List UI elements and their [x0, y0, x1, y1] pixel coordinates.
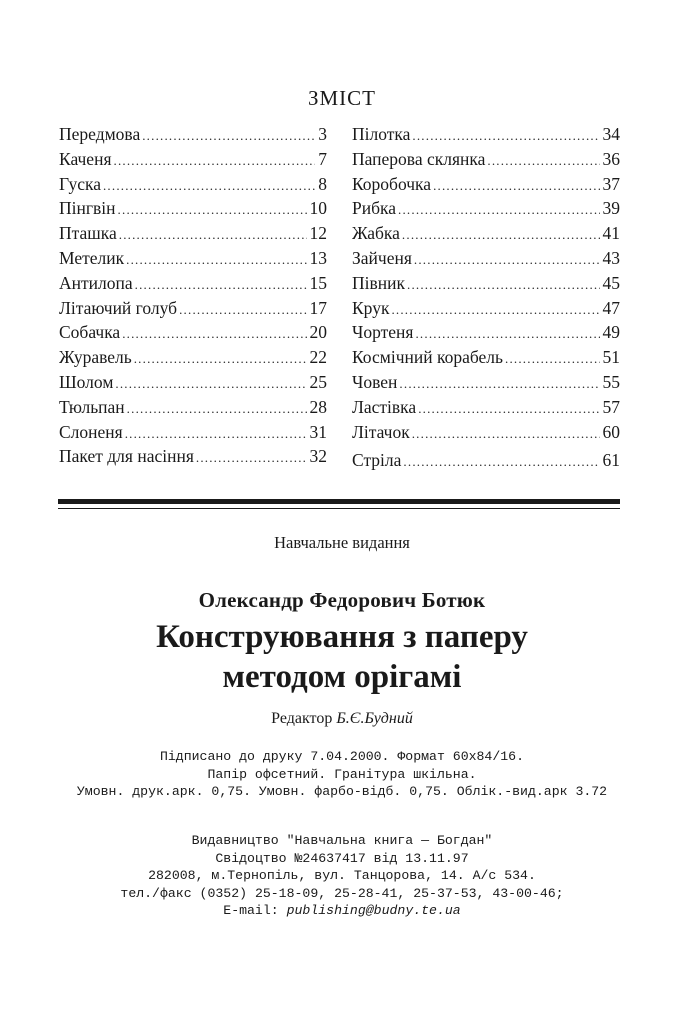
toc-leader-dots: [119, 223, 307, 248]
toc-entry-page: 49: [602, 322, 620, 343]
toc-entry: [59, 444, 327, 469]
toc-entry-label: Жабка: [352, 223, 400, 244]
toc-entry-label: Метелик: [59, 247, 125, 268]
toc-leader-dots: [487, 149, 599, 174]
toc-entry-label: Пілотка: [352, 124, 411, 144]
toc-entry: [352, 221, 620, 246]
toc-entry-page: 51: [602, 347, 620, 368]
toc-entry-label: Крук: [352, 297, 390, 318]
toc-entry-page: 13: [309, 247, 327, 268]
toc-leader-dots: [125, 422, 307, 447]
toc-entry-label: Чортеня: [352, 322, 414, 343]
toc-leader-dots: [412, 124, 599, 149]
publisher-line-2: Свідоцтво №24637417 від 13.11.97: [215, 850, 469, 866]
print-line-2: Папір офсетний. Гранітура шкільна.: [207, 766, 477, 782]
toc-entry-label: Човен: [352, 371, 398, 392]
print-line-3: Умовн. друк.арк. 0,75. Умовн. фарбо-відб. 0,75. Облік.-вид.арк 3.72: [76, 784, 608, 799]
toc-entry-page: 31: [309, 421, 327, 442]
toc-entry-label: Ластівка: [352, 396, 417, 417]
book-title-line-2: методом орігамі: [222, 659, 462, 695]
toc-entry-label: Літаючий голуб: [59, 297, 178, 318]
toc-leader-dots: [433, 174, 599, 199]
toc-leader-dots: [399, 372, 599, 397]
toc-leader-dots: [402, 223, 600, 248]
toc-entry-page: 10: [309, 198, 327, 219]
toc-entry: [352, 370, 620, 395]
toc-leader-dots: [414, 248, 600, 273]
toc-entry: [352, 420, 620, 445]
toc-entry-page: 28: [309, 396, 327, 417]
toc-entry: [59, 320, 327, 345]
editor-label: Редактор: [271, 710, 333, 727]
toc-entry-label: Каченя: [59, 148, 112, 169]
toc-entry: [59, 196, 327, 221]
toc-leader-dots: [103, 174, 315, 199]
toc-leader-dots: [391, 298, 599, 323]
toc-entry-page: 25: [309, 371, 327, 392]
toc-entry-label: Пташка: [59, 223, 117, 244]
email-address[interactable]: publishing@budny.te.ua: [286, 903, 461, 918]
toc-leader-dots: [407, 273, 600, 298]
separator-thick-rule: [58, 499, 620, 504]
toc-entry-label: Літачок: [352, 421, 410, 442]
toc-entry: [352, 271, 620, 296]
toc-leader-dots: [418, 397, 599, 422]
toc-leader-dots: [505, 347, 600, 372]
book-title: [0, 617, 684, 697]
toc-entry-page: 60: [602, 421, 620, 442]
toc-entry-page: 41: [602, 223, 620, 244]
toc-leader-dots: [126, 248, 306, 273]
toc-entry: [352, 246, 620, 271]
toc-entry-label: Журавель: [59, 347, 132, 368]
toc-entry-label: Космічний корабель: [352, 347, 503, 368]
publisher-line-1: Видавництво "Навчальна книга — Богдан": [191, 833, 493, 848]
toc-entry: [59, 370, 327, 395]
toc-entry-label: Собачка: [59, 322, 121, 343]
publisher-email-line: [0, 902, 684, 920]
toc-entry: [59, 122, 327, 147]
toc-leader-dots: [122, 322, 306, 347]
toc-entry: [352, 320, 620, 345]
toc-entry-label: Стріла: [352, 450, 402, 471]
toc-left-column: [59, 122, 327, 469]
print-details: [0, 748, 684, 801]
toc-entry-label: Коробочка: [352, 173, 432, 194]
toc-leader-dots: [142, 124, 315, 149]
toc-entry-label: Тюльпан: [59, 396, 125, 417]
toc-entry-label: Гуска: [59, 173, 101, 194]
toc-entry: [352, 448, 620, 473]
toc-entry-page: 45: [602, 272, 620, 293]
author-name: Олександр Федорович Ботюк: [198, 588, 486, 612]
toc-leader-dots: [135, 273, 307, 298]
toc-entry-page: 3: [318, 124, 327, 144]
toc-entry: [352, 395, 620, 420]
print-line-1: Підписано до друку 7.04.2000. Формат 60x84/16.: [159, 749, 525, 764]
editor-name: Б.Є.Будний: [336, 710, 413, 727]
toc-entry-page: 7: [318, 148, 327, 169]
toc-leader-dots: [114, 149, 316, 174]
toc-entry-label: Зайченя: [352, 247, 412, 268]
edition-type: Навчальне видання: [274, 533, 410, 552]
toc-entry-page: 37: [602, 173, 620, 194]
toc-leader-dots: [127, 397, 307, 422]
toc-leader-dots: [412, 422, 600, 447]
toc-entry-label: Передмова: [59, 124, 141, 144]
toc-leader-dots: [196, 446, 307, 471]
toc-leader-dots: [398, 198, 599, 223]
toc-leader-dots: [179, 298, 306, 323]
toc-leader-dots: [134, 347, 307, 372]
toc-entry-page: 22: [309, 347, 327, 368]
toc-entry-page: 34: [602, 124, 620, 144]
toc-entry-label: Шолом: [59, 371, 114, 392]
book-title-line-1: Конструювання з паперу: [156, 619, 528, 655]
toc-entry-page: 57: [602, 396, 620, 417]
toc-entry: [352, 172, 620, 197]
toc-entry-label: Антилопа: [59, 272, 133, 293]
publisher-line-4: тел./факс (0352) 25-18-09, 25-28-41, 25-37-53, 43-00-46;: [120, 885, 564, 901]
toc-entry-page: 32: [309, 446, 327, 467]
toc-entry-page: 8: [318, 173, 327, 194]
editor-line: [0, 710, 684, 728]
toc-entry-page: 36: [602, 148, 620, 169]
toc-entry: [59, 172, 327, 197]
toc-entry-label: Пакет для насіння: [59, 446, 194, 467]
toc-entry: [59, 420, 327, 445]
publisher-details: [0, 832, 684, 920]
toc-leader-dots: [403, 450, 599, 475]
toc-entry-label: Паперова склянка: [352, 148, 486, 169]
toc-entry-page: 61: [602, 450, 620, 471]
toc-leader-dots: [115, 372, 306, 397]
toc-entry: [59, 147, 327, 172]
toc-entry-page: 12: [309, 223, 327, 244]
toc-entry: [352, 147, 620, 172]
toc-leader-dots: [415, 322, 599, 347]
toc-entry: [59, 395, 327, 420]
toc-entry-page: 17: [309, 297, 327, 318]
toc-entry: [59, 271, 327, 296]
toc-entry: [59, 221, 327, 246]
toc-entry: [59, 246, 327, 271]
toc-entry: [352, 296, 620, 321]
toc-entry-page: 55: [602, 371, 620, 392]
toc-entry-page: 39: [602, 198, 620, 219]
toc-entry-page: 43: [602, 247, 620, 268]
toc-entry: [59, 296, 327, 321]
email-label: E-mail:: [223, 903, 279, 918]
toc-right-column: [352, 122, 620, 473]
publisher-line-3: 282008, м.Тернопіль, вул. Танцорова, 14. А/с 534.: [148, 868, 536, 883]
separator-thin-rule: [58, 508, 620, 509]
toc-title: ЗМІСТ: [307, 86, 377, 110]
toc-entry: [352, 122, 620, 147]
toc-entry-label: Слоненя: [59, 421, 123, 442]
toc-entry: [59, 345, 327, 370]
toc-entry-page: 20: [309, 322, 327, 343]
toc-entry: [352, 196, 620, 221]
toc-entry-label: Пінгвін: [59, 198, 116, 219]
toc-entry: [352, 345, 620, 370]
toc-entry-label: Півник: [352, 272, 405, 293]
toc-entry-page: 47: [602, 297, 620, 318]
toc-entry-label: Рибка: [352, 198, 397, 219]
toc-entry-page: 15: [309, 272, 327, 293]
toc-leader-dots: [118, 198, 307, 223]
